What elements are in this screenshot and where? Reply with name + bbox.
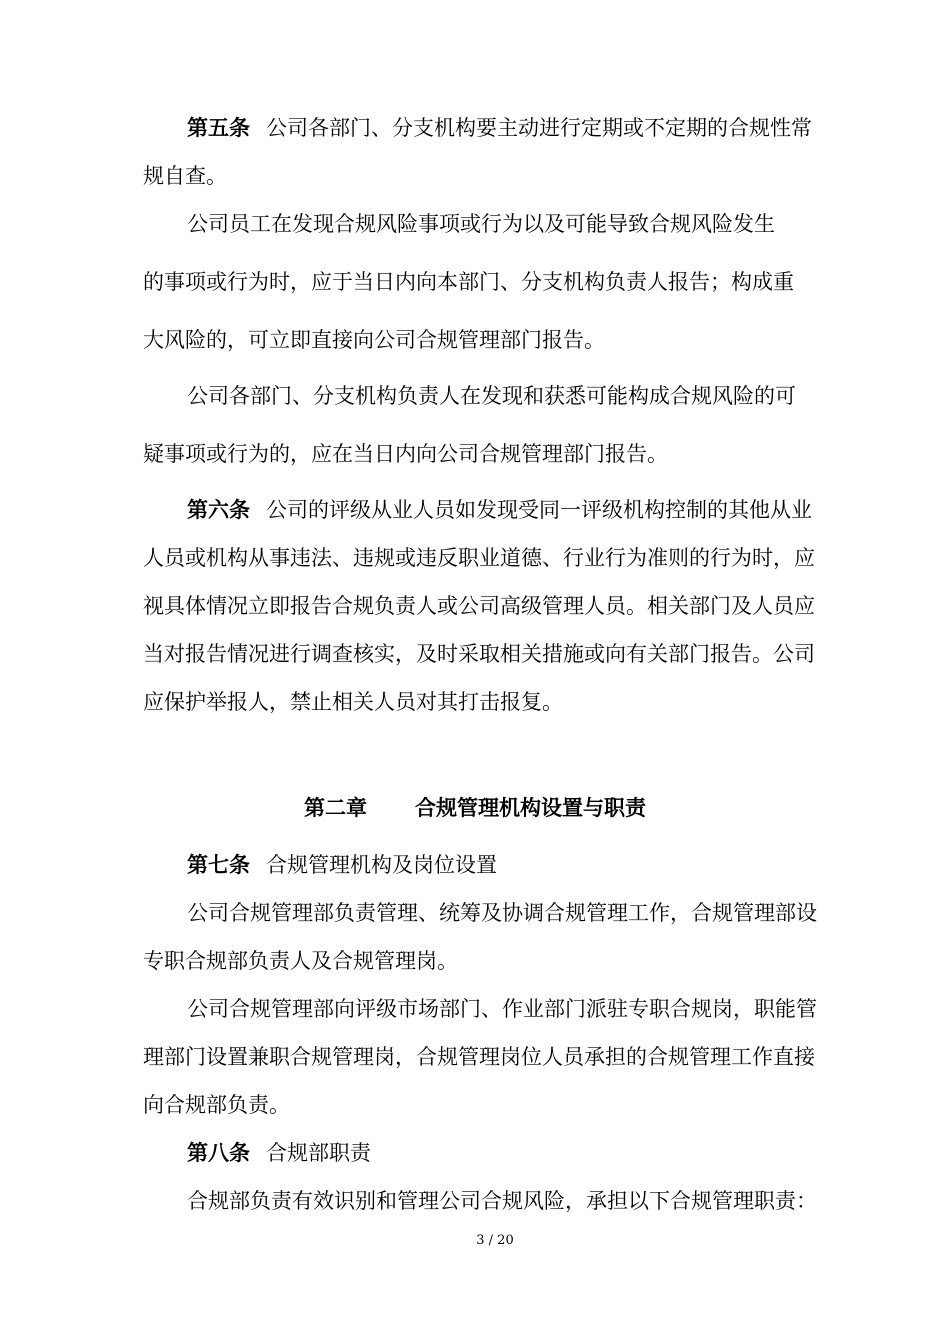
- paragraph-line: 公司合规管理部负责管理、统筹及协调合规管理工作，合规管理部设: [187, 901, 817, 925]
- page-number: 3 / 20: [476, 1233, 514, 1248]
- article-7-label: 第七条: [187, 853, 250, 877]
- chapter-heading: [0, 794, 950, 822]
- paragraph-line: 疑事项或行为的，应在当日内向公司合规管理部门报告。: [143, 442, 668, 466]
- paragraph-line: 人员或机构从事违法、违规或违反职业道德、行业行为准则的行为时，应: [143, 546, 815, 570]
- paragraph-line: 视具体情况立即报告合规负责人或公司高级管理人员。相关部门及人员应: [143, 594, 815, 618]
- article-8-label: 第八条: [187, 1141, 250, 1165]
- article-5-first-line: [187, 114, 843, 142]
- paragraph-line: 专职合规部负责人及合规管理岗。: [143, 949, 458, 973]
- paragraph-line: 大风险的，可立即直接向公司合规管理部门报告。: [143, 328, 605, 352]
- article-8-title: 合规部职责: [266, 1141, 371, 1165]
- paragraph-line: 理部门设置兼职合规管理岗，合规管理岗位人员承担的合规管理工作直接: [143, 1045, 815, 1069]
- paragraph-line: 公司合规管理部向评级市场部门、作业部门派驻专职合规岗，职能管: [187, 997, 817, 1021]
- article-6-first-line: [187, 496, 843, 524]
- chapter-number: 第二章: [304, 796, 367, 820]
- paragraph-line: 公司员工在发现合规风险事项或行为以及可能导致合规风险发生: [187, 212, 775, 236]
- paragraph-line: 合规部负责有效识别和管理公司合规风险，承担以下合规管理职责：: [187, 1189, 817, 1213]
- chapter-title: 合规管理机构设置与职责: [415, 796, 646, 820]
- paragraph-line: 规自查。: [143, 164, 227, 188]
- paragraph-line: 当对报告情况进行调查核实，及时采取相关措施或向有关部门报告。公司: [143, 642, 815, 666]
- paragraph-text: 公司各部门、分支机构要主动进行定期或不定期的合规性常: [266, 116, 812, 140]
- paragraph-line: 应保护举报人，禁止相关人员对其打击报复。: [143, 690, 563, 714]
- paragraph-line: 向合规部负责。: [143, 1093, 290, 1117]
- paragraph-text: 公司的评级从业人员如发现受同一评级机构控制的其他从业: [266, 498, 812, 522]
- article-7-title: 合规管理机构及岗位设置: [266, 853, 497, 877]
- paragraph-line: 公司各部门、分支机构负责人在发现和获悉可能构成合规风险的可: [187, 384, 796, 408]
- article-5-label: 第五条: [187, 116, 250, 140]
- paragraph-line: 的事项或行为时，应于当日内向本部门、分支机构负责人报告；构成重: [143, 270, 794, 294]
- article-8-heading: [187, 1139, 843, 1167]
- article-7-heading: [187, 851, 843, 879]
- article-6-label: 第六条: [187, 498, 250, 522]
